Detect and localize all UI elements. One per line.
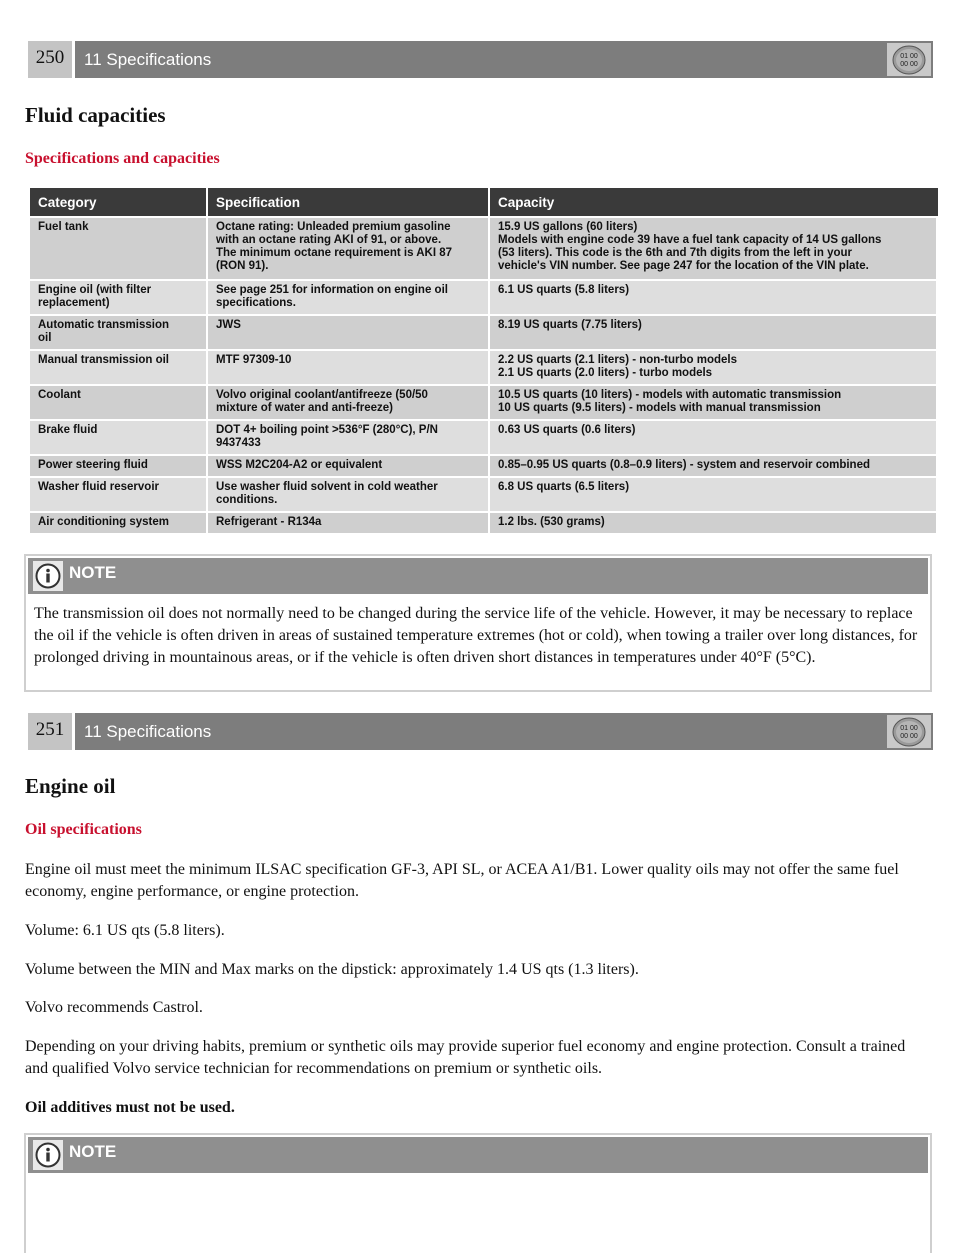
column-header: Capacity <box>490 188 938 216</box>
note-title: NOTE <box>69 563 117 582</box>
column-header: Specification <box>208 188 490 216</box>
disc-label-bottom: 00 00 <box>900 60 918 68</box>
paragraph: Volvo recommends Castrol. <box>25 999 203 1016</box>
table-cell: Octane rating: Unleaded premium gasoline with an octane rating AKI of 91, or above. The minimum octane requirement is AKI 87 (RON 91). <box>208 216 490 279</box>
specifications-table <box>30 188 938 533</box>
table-row <box>30 476 938 511</box>
column-header: Category <box>30 188 208 216</box>
table-cell: Manual transmission oil <box>30 349 208 384</box>
table-cell: 15.9 US gallons (60 liters) Models with engine code 39 have a fuel tank capacity of 14 US gallons (53 liters). This code is the 6th and 7th digits from the left in your vehicle's VIN number. See page 247 for the location of the VIN plate. <box>490 216 938 279</box>
note-box <box>24 554 932 692</box>
table-cell: 0.85–0.95 US quarts (0.8–0.9 liters) - system and reservoir combined <box>490 454 938 476</box>
table-cell: Volvo original coolant/antifreeze (50/50 mixture of water and anti-freeze) <box>208 384 490 419</box>
disc-label-top: 01 00 <box>900 724 918 732</box>
table-cell: Air conditioning system <box>30 511 208 533</box>
table-cell: Automatic transmission oil <box>30 314 208 349</box>
table-cell: See page 251 for information on engine oil specifications. <box>208 279 490 314</box>
page-number: 251 <box>28 713 72 750</box>
table-cell: JWS <box>208 314 490 349</box>
table-row <box>30 384 938 419</box>
table-row <box>30 314 938 349</box>
page-number: 250 <box>28 41 72 78</box>
subsection-heading: Oil specifications <box>25 821 142 838</box>
warning-text: Oil additives must not be used. <box>25 1099 235 1116</box>
paragraph: Engine oil must meet the minimum ILSAC specification GF-3, API SL, or ACEA A1/B1. Lower quality oils may not offer the same fuel economy, engine performance, or engine protection. <box>25 861 899 900</box>
table-cell: 0.63 US quarts (0.6 liters) <box>490 419 938 454</box>
paragraph: Depending on your driving habits, premium or synthetic oils may provide superior fuel economy and engine protection. Consult a trained and qualified Volvo service technician for recommendations on premium or synthetic oils. <box>25 1038 906 1077</box>
subsection-heading: Specifications and capacities <box>25 150 220 167</box>
table-row <box>30 454 938 476</box>
table-cell: Refrigerant - R134a <box>208 511 490 533</box>
table-row <box>30 216 938 279</box>
table-row <box>30 349 938 384</box>
table-cell: WSS M2C204-A2 or equivalent <box>208 454 490 476</box>
table-cell: Engine oil (with filter replacement) <box>30 279 208 314</box>
note-header <box>28 1137 928 1173</box>
table-cell: 6.8 US quarts (6.5 liters) <box>490 476 938 511</box>
table-header-row <box>30 188 938 216</box>
table-cell: 6.1 US quarts (5.8 liters) <box>490 279 938 314</box>
table-cell: Washer fluid reservoir <box>30 476 208 511</box>
info-icon <box>33 1140 63 1170</box>
cd-disc-icon <box>887 715 931 748</box>
table-cell: Coolant <box>30 384 208 419</box>
table-cell: Power steering fluid <box>30 454 208 476</box>
table-cell: DOT 4+ boiling point >536°F (280°C), P/N 9437433 <box>208 419 490 454</box>
chapter-title: 11 Specifications <box>84 49 212 69</box>
section-heading: Engine oil <box>25 774 116 798</box>
chapter-bar <box>75 713 933 750</box>
disc-label-top: 01 00 <box>900 52 918 60</box>
table-cell: Fuel tank <box>30 216 208 279</box>
note-header <box>28 558 928 594</box>
table-cell: 8.19 US quarts (7.75 liters) <box>490 314 938 349</box>
page-header-251 <box>28 713 933 750</box>
info-icon <box>33 561 63 591</box>
note-box <box>24 1133 932 1253</box>
cd-disc-icon <box>887 43 931 76</box>
table-cell: Use washer fluid solvent in cold weather conditions. <box>208 476 490 511</box>
table-cell: MTF 97309-10 <box>208 349 490 384</box>
paragraph: Volume: 6.1 US qts (5.8 liters). <box>25 922 225 939</box>
table-row <box>30 511 938 533</box>
note-text: The transmission oil does not normally need to be changed during the service life of the vehicle. However, it may be necessary to replace the oil if the vehicle is often driven in areas of sustained temperature extremes (hot or cold), when towing a trailer over long distances, for prolonged driving in mountainous areas, or if the vehicle is often driven short distances in temperatures under 40°F (5°C). <box>34 605 918 666</box>
chapter-bar <box>75 41 933 78</box>
table-row <box>30 279 938 314</box>
disc-label-bottom: 00 00 <box>900 732 918 740</box>
section-heading: Fluid capacities <box>25 103 166 127</box>
page-header-250 <box>28 41 933 78</box>
note-title: NOTE <box>69 1142 117 1161</box>
chapter-title: 11 Specifications <box>84 721 212 741</box>
paragraph: Volume between the MIN and Max marks on the dipstick: approximately 1.4 US qts (1.3 liters). <box>25 961 639 978</box>
table-cell: 2.2 US quarts (2.1 liters) - non-turbo models 2.1 US quarts (2.0 liters) - turbo models <box>490 349 938 384</box>
table-cell: 10.5 US quarts (10 liters) - models with automatic transmission 10 US quarts (9.5 liters) - models with manual transmission <box>490 384 938 419</box>
table-cell: Brake fluid <box>30 419 208 454</box>
table-row <box>30 419 938 454</box>
table-cell: 1.2 lbs. (530 grams) <box>490 511 938 533</box>
